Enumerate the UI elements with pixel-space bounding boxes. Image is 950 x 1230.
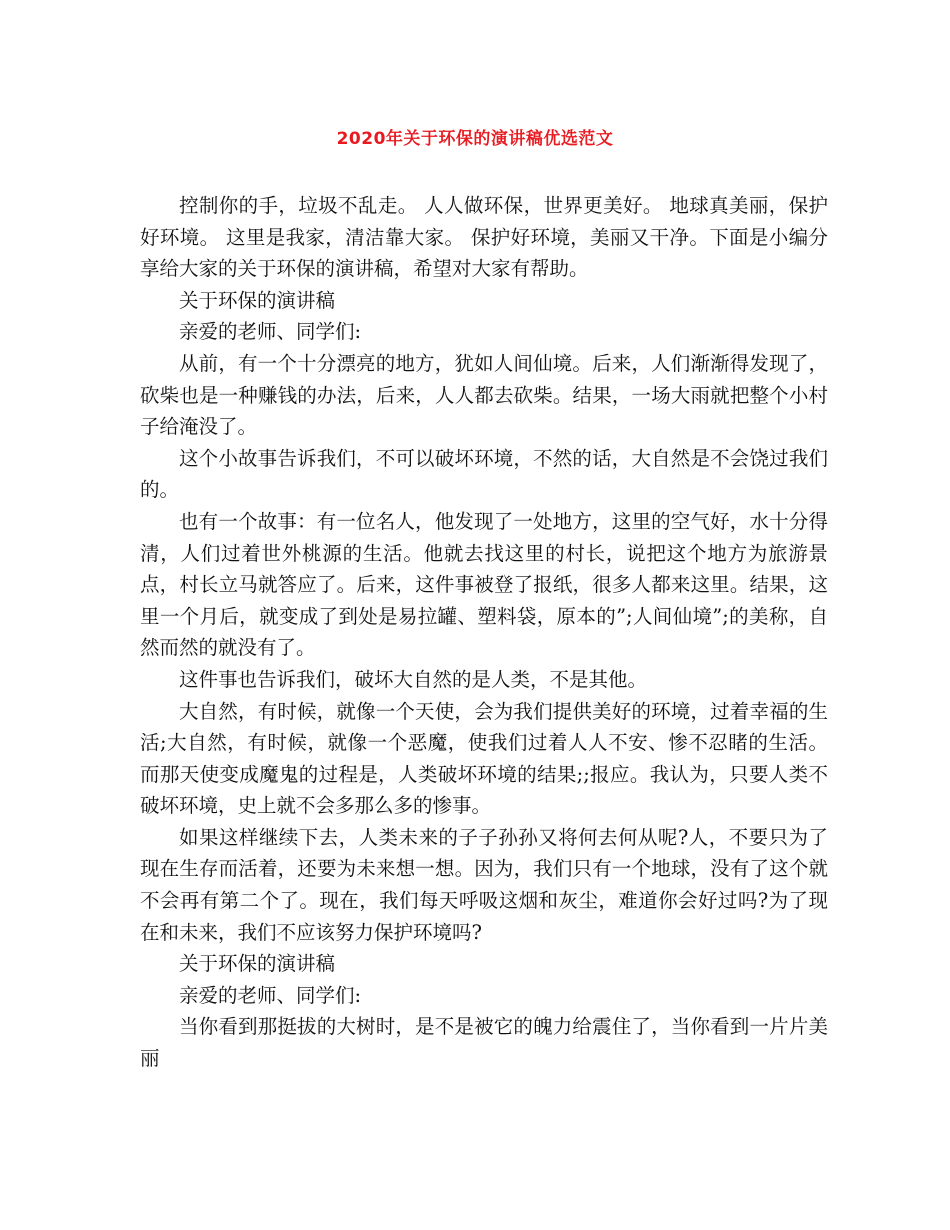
salutation: 亲爱的老师、同学们: [179,983,362,1007]
paragraph: 如果这样继续下去，人类未来的子子孙孙又将何去何从呢?人，不要只为了现在生存而活着，还要为未来想一想。因为，我们只有一个地球，没有了这个就不会再有第二个了。现在，我们每天呼吸这烟和灰尘，难道你会好过吗?为了现在和未来，我们不应该努力保护环境吗? [140,825,828,944]
paragraph: 大自然，有时候，就像一个天使，会为我们提供美好的环境，过着幸福的生活;大自然，有时候，就像一个恶魔，使我们过着人人不安、惨不忍睹的生活。而那天使变成魔鬼的过程是，人类破坏环境的结果;;报应。我认为，只要人类不破坏环境，史上就不会多那么多的惨事。 [140,699,828,818]
section-heading: 关于环保的演讲稿 [179,288,336,312]
paragraph: 这件事也告诉我们，破坏大自然的是人类，不是其他。 [179,667,648,691]
paragraph: 也有一个故事：有一位名人，他发现了一处地方，这里的空气好，水十分得清，人们过着世外桃源的生活。他就去找这里的村长，说把这个地方为旅游景点，村长立马就答应了。后来，这件事被登了报纸，很多人都来这里。结果，这里一个月后，就变成了到处是易拉罐、塑料袋，原本的”;人间仙境”;的美称，自然而然的就没有了。 [140,509,828,660]
paragraph: 当你看到那挺拔的大树时，是不是被它的魄力给震住了，当你看到一片片美丽 [140,1015,828,1071]
document-body [140,190,828,1075]
document-title: 2020年关于环保的演讲稿优选范文 [336,129,614,149]
intro-paragraph: 控制你的手，垃圾不乱走。 人人做环保，世界更美好。 地球真美丽，保护好环境。 这里是我家，清洁靠大家。 保护好环境，美丽又干净。下面是小编分享给大家的关于环保的演讲稿，希望对大家有帮助。 [140,194,828,281]
paragraph: 从前，有一个十分漂亮的地方，犹如人间仙境。后来，人们渐渐得发现了，砍柴也是一种赚钱的办法，后来，人人都去砍柴。结果，一场大雨就把整个小村子给淹没了。 [140,351,828,439]
paragraph: 这个小故事告诉我们，不可以破坏环境，不然的话，大自然是不会饶过我们的。 [140,446,828,502]
section-heading: 关于环保的演讲稿 [179,952,336,976]
salutation: 亲爱的老师、同学们: [179,320,362,344]
